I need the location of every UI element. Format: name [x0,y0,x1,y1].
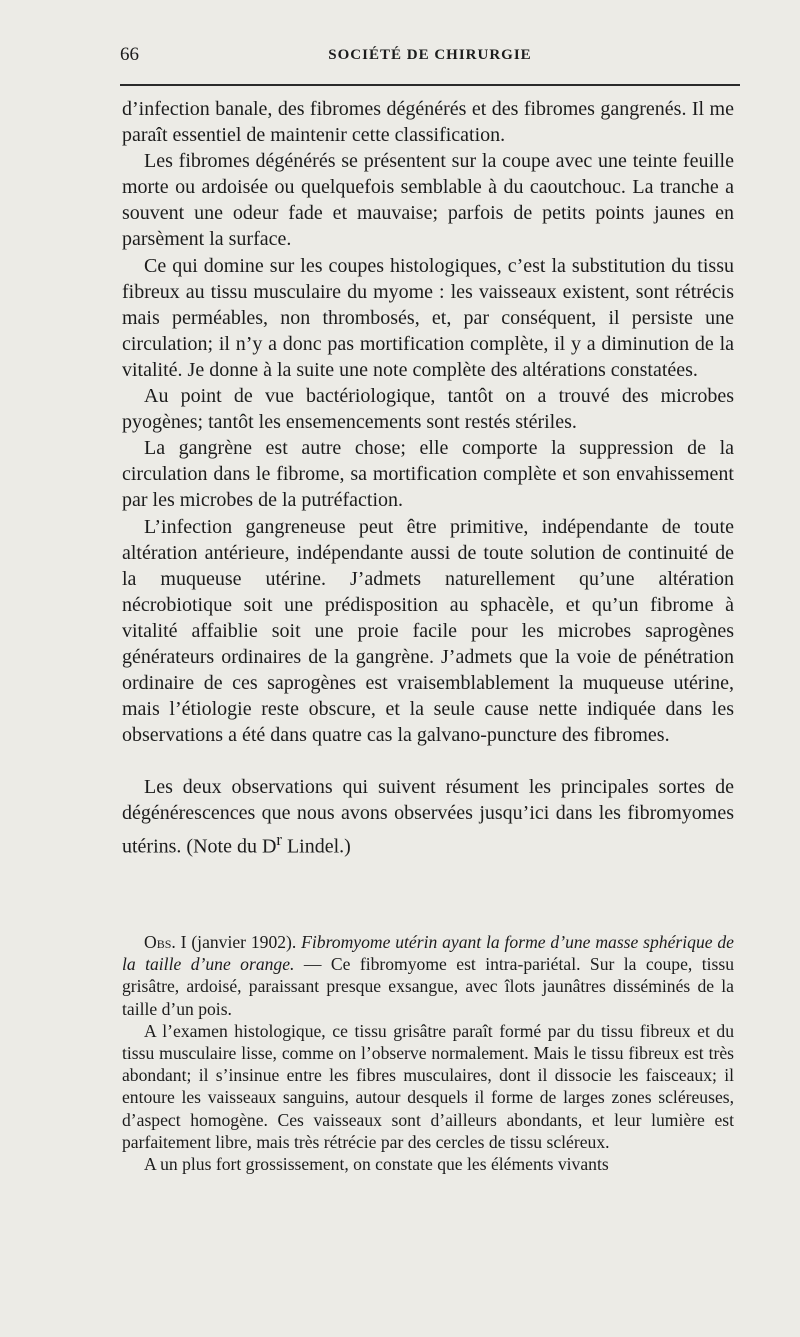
section-gap [122,748,734,774]
observation-note [122,931,734,1175]
journal-title: SOCIÉTÉ DE CHIRURGIE [328,47,532,63]
main-text [122,96,734,859]
observation-label: Obs. I [144,932,187,952]
note-introduction-paragraph [122,774,734,859]
page-number: 66 [120,44,139,65]
observation-description: — Ce fibromyome est intra-pariétal. Sur la coupe, tissu grisâtre, ardoisé, paraissant presque exsangue, avec îlots jaunâtres disséminés de la taille d’un pois. [122,954,735,1019]
paragraph: A un plus fort grossissement, on constate que les éléments vivants [144,1154,609,1175]
paragraph: Au point de vue bactériologique, tantôt on a trouvé des microbes pyogènes; tantôt les ensemencements sont restés stériles. [122,385,734,434]
paragraph: Ce qui domine sur les coupes histologiques, c’est la substitution du tissu fibreux au tissu musculaire du myome : les vaisseaux existent, sont rétrécis mais perméables, non thrombosés, et, par conséquent, il persiste une circulation; il n’y a donc pas mortification complète, il y a diminution de la vitalité. Je donne à la suite une note complète des altérations constatées. [122,254,734,381]
paragraph: A l’examen histologique, ce tissu grisâtre paraît formé par du tissu fibreux et du tissu musculaire lisse, comme on l’observe normalement. Mais le tissu fibreux est très abondant; il s’insinue entre les fibres musculaires, dont il dissocie les faisceaux; il entoure les vaisseaux sanguins, autour desquels il forme de larges zones scléreuses, d’aspect homogène. Ces vaisseaux sont d’ailleurs abondants, et leur lumière est parfaitement libre, mais très rétrécie par des cercles de tissu scléreux. [122,1020,734,1152]
paragraph: La gangrène est autre chose; elle comporte la suppression de la circulation dans le fibrome, sa mortification complète et son envahissement par les microbes de la putréfaction. [122,437,734,512]
paragraph: d’infection banale, des fibromes dégénérés et des fibromes gangrenés. Il me paraît essentiel de maintenir cette classification. [122,98,734,147]
observation-title: Fibromyome utérin ayant la forme d’une masse sphérique de la taille d’une orange. [122,932,734,975]
observation-date: (janvier 1902). [186,932,302,952]
running-header [120,44,740,72]
note-introduction-text: Les deux observations qui suivent résument les principales sortes de dégénérescences que nous avons observées jusqu’ici dans les fibromyomes utérins. (Note du D [122,776,734,858]
observation-paragraph [122,931,734,1020]
doctor-abbrev-superscript: r [276,829,282,849]
header-rule [120,84,740,86]
note-introduction-end: Lindel.) [281,835,351,858]
paragraph: Les fibromes dégénérés se présentent sur la coupe avec une teinte feuille morte ou ardoisée ou quelquefois semblable à du caoutchouc. La tranche a souvent une odeur fade et mauvaise; parfois de petits points jaunes en parsèment la surface. [122,150,734,251]
paragraph: L’infection gangreneuse peut être primitive, indépendante de toute altération antérieure, indépendante aussi de toute solution de continuité de la muqueuse utérine. J’admets naturellement qu’une altération nécrobiotique soit une prédisposition au sphacèle, et qu’un fibrome à vitalité affaiblie soit une proie facile pour les microbes saprogènes générateurs ordinaires de la gangrène. J’admets que la voie de pénétration ordinaire de ces saprogènes est vraisemblablement la muqueuse utérine, mais l’étiologie reste obscure, et la seule cause nette indiquée dans les observations a été dans quatre cas la galvano-puncture des fibromes. [122,515,734,747]
